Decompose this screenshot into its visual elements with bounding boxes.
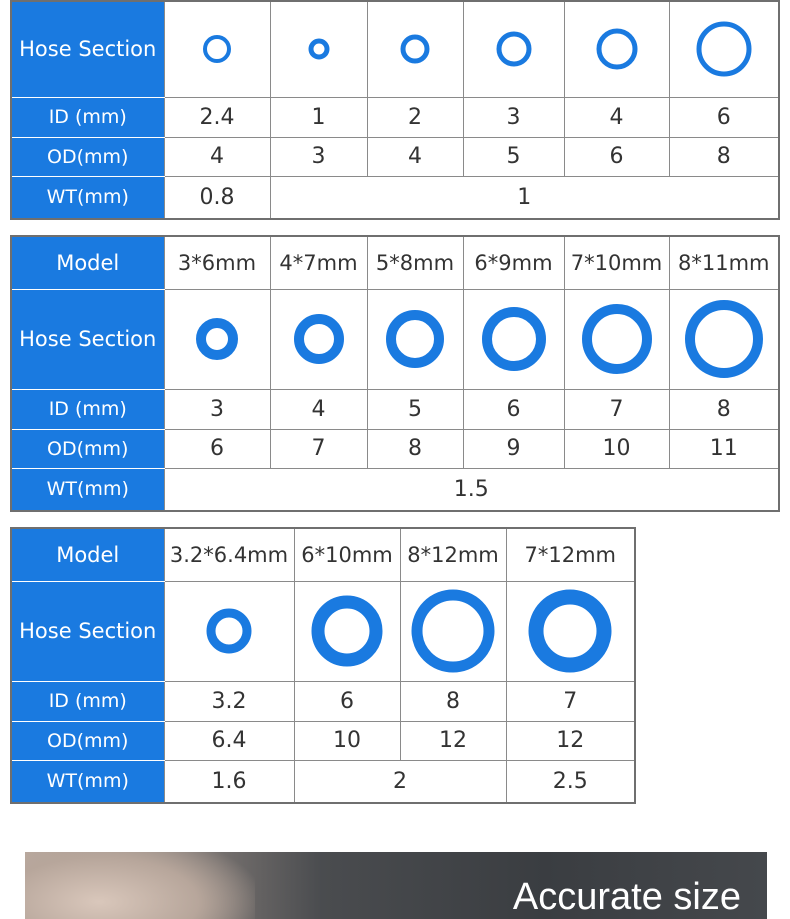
model-cell: 6*10mm xyxy=(294,528,400,581)
hose-ring-icon xyxy=(524,585,616,677)
od-cell: 12 xyxy=(506,721,635,760)
banner-caption: Accurate size xyxy=(512,876,741,918)
id-cell: 4 xyxy=(564,97,669,137)
wt-cell: 2 xyxy=(294,760,506,803)
id-cell: 3.2 xyxy=(164,681,294,721)
model-cell: 7*10mm xyxy=(564,236,669,289)
row-label-od: OD(mm) xyxy=(11,137,164,176)
id-cell: 7 xyxy=(506,681,635,721)
row-label-id: ID (mm) xyxy=(11,389,164,429)
hose-section-cell xyxy=(564,1,669,97)
row-label-hose-section: Hose Section xyxy=(11,1,164,97)
id-cell: 2.4 xyxy=(164,97,270,137)
hose-ring-icon xyxy=(183,585,275,677)
hose-ring-icon xyxy=(692,17,756,81)
od-cell: 6 xyxy=(564,137,669,176)
wt-cell: 1.5 xyxy=(164,468,779,511)
hose-ring-icon xyxy=(301,585,393,677)
wt-cell: 1.6 xyxy=(164,760,294,803)
od-cell: 5 xyxy=(463,137,564,176)
od-cell: 11 xyxy=(669,429,779,468)
row-label-wt: WT(mm) xyxy=(11,760,164,803)
row-label-model: Model xyxy=(11,236,164,289)
row-label-od: OD(mm) xyxy=(11,721,164,760)
model-cell: 5*8mm xyxy=(367,236,463,289)
hose-section-cell xyxy=(367,1,463,97)
row-label-id: ID (mm) xyxy=(11,97,164,137)
od-cell: 12 xyxy=(400,721,506,760)
wt-cell: 1 xyxy=(270,176,779,219)
hose-section-cell xyxy=(400,581,506,681)
od-cell: 4 xyxy=(164,137,270,176)
model-cell: 6*9mm xyxy=(463,236,564,289)
row-label-wt: WT(mm) xyxy=(11,468,164,511)
hose-section-cell xyxy=(463,1,564,97)
id-cell: 3 xyxy=(463,97,564,137)
od-cell: 3 xyxy=(270,137,367,176)
id-cell: 6 xyxy=(294,681,400,721)
hose-section-cell xyxy=(270,1,367,97)
hose-ring-icon xyxy=(287,17,351,81)
spec-table-3 xyxy=(10,527,636,804)
id-cell: 6 xyxy=(669,97,779,137)
od-cell: 10 xyxy=(564,429,669,468)
hose-ring-icon xyxy=(383,17,447,81)
product-photo-banner xyxy=(25,852,767,919)
od-cell: 7 xyxy=(270,429,367,468)
id-cell: 7 xyxy=(564,389,669,429)
hand-photo xyxy=(25,852,255,919)
hose-ring-icon xyxy=(585,17,649,81)
od-cell: 10 xyxy=(294,721,400,760)
id-cell: 4 xyxy=(270,389,367,429)
hose-section-cell xyxy=(164,289,270,389)
od-cell: 8 xyxy=(669,137,779,176)
hose-ring-icon xyxy=(172,294,262,384)
row-label-hose-section: Hose Section xyxy=(11,581,164,681)
id-cell: 3 xyxy=(164,389,270,429)
model-cell: 8*11mm xyxy=(669,236,779,289)
model-cell: 3*6mm xyxy=(164,236,270,289)
hose-section-cell xyxy=(367,289,463,389)
id-cell: 6 xyxy=(463,389,564,429)
model-cell: 7*12mm xyxy=(506,528,635,581)
hose-ring-icon xyxy=(482,17,546,81)
model-cell: 8*12mm xyxy=(400,528,506,581)
id-cell: 5 xyxy=(367,389,463,429)
od-cell: 6 xyxy=(164,429,270,468)
hose-section-cell xyxy=(669,1,779,97)
hose-ring-icon xyxy=(469,294,559,384)
hose-section-cell xyxy=(294,581,400,681)
id-cell: 8 xyxy=(669,389,779,429)
hose-section-cell xyxy=(564,289,669,389)
id-cell: 2 xyxy=(367,97,463,137)
model-cell: 3.2*6.4mm xyxy=(164,528,294,581)
od-cell: 6.4 xyxy=(164,721,294,760)
row-label-od: OD(mm) xyxy=(11,429,164,468)
id-cell: 1 xyxy=(270,97,367,137)
hose-section-cell xyxy=(463,289,564,389)
wt-cell: 0.8 xyxy=(164,176,270,219)
row-label-model: Model xyxy=(11,528,164,581)
od-cell: 4 xyxy=(367,137,463,176)
hose-ring-icon xyxy=(572,294,662,384)
od-cell: 9 xyxy=(463,429,564,468)
hose-ring-icon xyxy=(407,585,499,677)
spec-table-2 xyxy=(10,235,780,512)
model-cell: 4*7mm xyxy=(270,236,367,289)
hose-ring-icon xyxy=(370,294,460,384)
od-cell: 8 xyxy=(367,429,463,468)
hose-ring-icon xyxy=(274,294,364,384)
hose-section-cell xyxy=(164,1,270,97)
hose-ring-icon xyxy=(679,294,769,384)
wt-cell: 2.5 xyxy=(506,760,635,803)
spec-table-1 xyxy=(10,0,780,220)
row-label-wt: WT(mm) xyxy=(11,176,164,219)
hose-section-cell xyxy=(164,581,294,681)
hose-ring-icon xyxy=(185,17,249,81)
row-label-hose-section: Hose Section xyxy=(11,289,164,389)
id-cell: 8 xyxy=(400,681,506,721)
hose-section-cell xyxy=(270,289,367,389)
hose-section-cell xyxy=(669,289,779,389)
hose-section-cell xyxy=(506,581,635,681)
row-label-id: ID (mm) xyxy=(11,681,164,721)
